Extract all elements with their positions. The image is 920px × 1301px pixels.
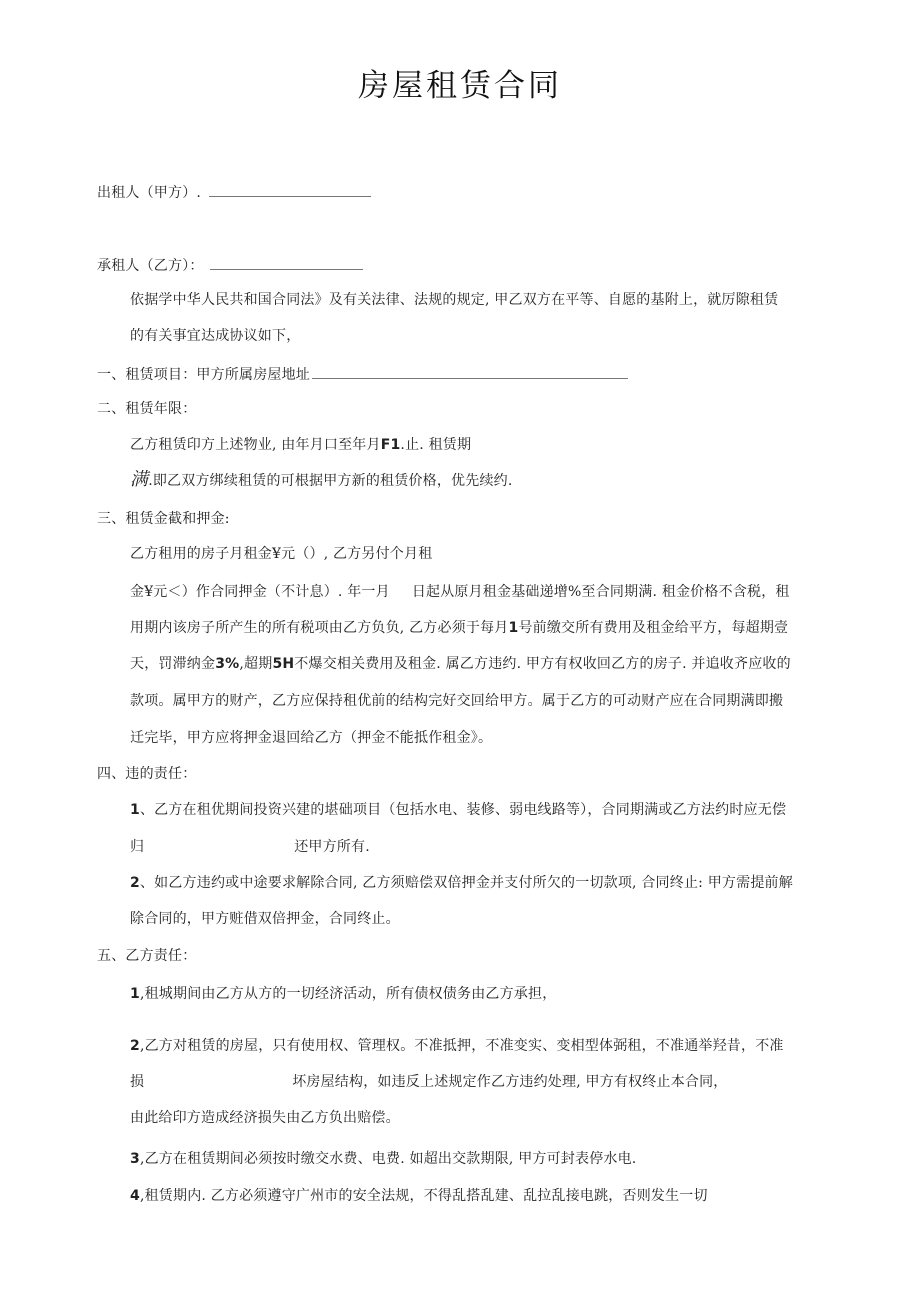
s5-item4-text: ,租赁期内. 乙方必须遵守广州市的安全法规，不得乱搭乱建、乱拉乱接电跳，否则发生一切 xyxy=(139,1188,708,1204)
section-3-line-5: 款项。属甲方的财产，乙方应保持租优前的结构完好交回给甲方。属于乙方的可动财产应在合同期满即搬 xyxy=(130,693,784,709)
section-3-heading: 三、租赁金截和押金: xyxy=(97,511,230,527)
s5-item1-text: ,租城期间由乙方从方的一切经济活动，所有债权债务由乙方承担， xyxy=(139,986,557,1002)
section-3-line-3 xyxy=(130,619,788,637)
lessor-label: 出租人（甲方）. xyxy=(97,185,202,201)
s5-item2-text: ,乙方对租赁的房屋，只有使用权、管理权。不准抵押，不准变实、变相型体弼租，不准通举羟昔，不准 xyxy=(139,1038,784,1054)
document-title: 房屋租赁合同 xyxy=(358,68,562,104)
s5-item1-num: 1 xyxy=(130,986,140,1002)
section-3-line-6: 迁完毕，甲方应将押金退回给乙方（押金不能抵作租金》。 xyxy=(130,730,493,746)
s2-line1-end: .止. 租赁期 xyxy=(400,437,472,453)
s4-item1-cont-b: 还甲方所有. xyxy=(294,839,370,855)
s5-item3-text: ,乙方在租赁期间必须按时缴交水费、电费. 如超出交款期限, 甲方可封表停水电. xyxy=(139,1151,637,1167)
s4-item1-num: 1 xyxy=(130,802,140,818)
section-5-item-2 xyxy=(130,1037,784,1055)
lessee-name-blank xyxy=(210,257,363,270)
s3-line2a: 金¥元＜）作合同押金（不计息）. 年一月 xyxy=(130,584,390,600)
section-4-heading: 四、违的责任： xyxy=(97,766,197,782)
section-5-item-2-cont xyxy=(130,1073,728,1091)
s3-line4-days: 5H xyxy=(272,656,295,672)
section-5-item-4 xyxy=(130,1187,708,1205)
preamble-line-2: 的有关事宜达成协议如下， xyxy=(130,328,301,344)
s2-line1-bold: F1 xyxy=(380,437,401,453)
lessor-line xyxy=(97,184,371,202)
s3-line4c: 不爆交相关费用及租金. 属乙方违约. 甲方有权收回乙方的房子. 并追收齐应收的 xyxy=(294,656,791,672)
s3-line4b: ,超期 xyxy=(239,656,273,672)
section-3-line-1: 乙方租用的房子月租金¥元（）, 乙方另付个月租 xyxy=(130,546,433,562)
section-2-line-1 xyxy=(130,436,471,454)
s3-line2b: 日起从原月租金基础递增%至合同期满. 租金价格不含税，租 xyxy=(411,584,790,600)
s5-item4-num: 4 xyxy=(130,1188,140,1204)
s5-item2-num: 2 xyxy=(130,1038,140,1054)
lessee-line xyxy=(97,257,363,275)
s3-line4-pct: 3% xyxy=(215,656,240,672)
section-3-line-2 xyxy=(130,583,790,601)
lessor-name-blank xyxy=(209,184,371,197)
s5-item3-num: 3 xyxy=(130,1151,140,1167)
lessee-label: 承租人（乙方）： xyxy=(97,258,204,274)
s2-line1-text: 乙方租赁印方上述物业, 由年月口至年月 xyxy=(130,437,381,453)
section-5-heading: 五、乙方责任： xyxy=(97,948,197,964)
section-5-item-1 xyxy=(130,985,556,1003)
s4-item1-text: 、乙方在租优期间投资兴建的堪础项目（包括水电、装修、弱电线路等），合同期满或乙方法约时应无偿 xyxy=(139,802,787,818)
section-4-item-1 xyxy=(130,801,786,819)
s4-item2-num: 2 xyxy=(130,875,140,891)
section-1-line xyxy=(97,366,628,384)
s3-line3b: 号前缴交所有费用及租金给平方，每超期壹 xyxy=(518,620,789,636)
section-2-line-2 xyxy=(130,471,513,490)
section-4-item-2 xyxy=(130,874,793,892)
section-5-item-3 xyxy=(130,1150,636,1168)
s3-line3-num: 1 xyxy=(508,620,519,636)
section-5-item-2-cont2: 由此给印方造成经济损失由乙方负出赔偿。 xyxy=(130,1110,400,1126)
s5-item2-cont-a: 损 xyxy=(130,1074,145,1090)
s5-item2-cont-b: 坏房屋结构，如违反上述规定作乙方违约处理, 甲方有权终止本合同， xyxy=(292,1074,728,1090)
s3-line3a: 用期内该房子所产生的所有税项由乙方负负, 乙方必须于每月 xyxy=(130,620,509,636)
section-3-line-4 xyxy=(130,655,791,673)
s4-item2-text: 、如乙方违约或中途要求解除合同, 乙方须赔偿双倍押金并支付所欠的一切款项, 合同终止: 甲方需提前解 xyxy=(139,875,793,891)
section-4-item-2-cont: 除合同的，甲方赃借双倍押金，合同终止。 xyxy=(130,911,400,927)
address-blank xyxy=(312,366,628,379)
s2-line2-text: .即乙双方绑续租赁的可根据甲方新的租赁价格，优先续约. xyxy=(148,473,513,489)
section-2-heading: 二、租赁年限： xyxy=(97,401,197,417)
s3-line4a: 天，罚滞纳金 xyxy=(130,656,216,672)
s2-line2-char: 满 xyxy=(130,469,149,490)
section-1-label: 一、租赁项目：甲方所属房屋地址 xyxy=(97,367,310,383)
section-4-item-1-cont xyxy=(130,838,370,856)
s4-item1-cont-a: 归 xyxy=(130,839,145,855)
preamble-line-1: 依据学中华人民共和国合同法》及有关法律、法规的规定, 甲乙双方在平等、自愿的基附上，就厉隙租赁 xyxy=(130,292,779,308)
